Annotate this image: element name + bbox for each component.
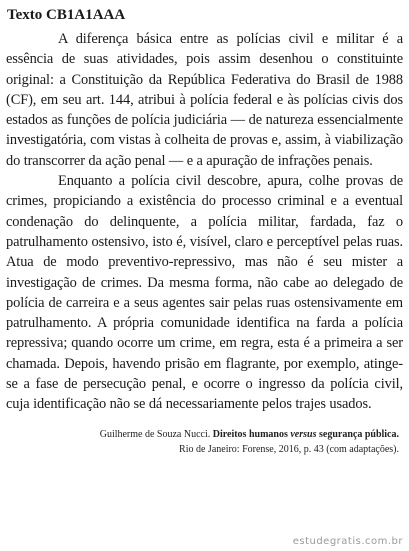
site-watermark: estudegratis.com.br: [292, 536, 403, 547]
citation-work-title-1: Direitos humanos: [212, 428, 288, 440]
text-title: Texto CB1A1AAA: [7, 7, 126, 23]
citation-details: Rio de Janeiro: Forense, 2016, p. 43 (com adaptações).: [179, 443, 399, 455]
paragraph-2: Enquanto a polícia civil descobre, apura, colhe provas de crimes, propiciando a existência do processo criminal e a eventual condenação do delinquente, a polícia militar, fardada, faz o patrulhamento ostensivo, isto é, visível, claro e perceptível pelas ruas. Atua de modo preventivo-repressivo, mas não é seu mister a investigação de crimes. Da mesma forma, não cabe ao delegado de polícia de carreira e a seus agentes sair pelas ruas ostensivamente em patrulhamento. A própria comunidade identifica na farda a polícia repressiva; quando ocorre um crime, em regra, esta é a primeira a ser chamada. Depois, havendo prisão em flagrante, por exemplo, atinge-se a fase de persecução penal, e ocorre o ingresso da polícia civil, cuja identificação não se dá necessariamente pelos trajes usados.: [6, 173, 403, 413]
citation-work-title-italic: versus: [290, 428, 317, 440]
citation: [6, 427, 399, 457]
citation-author: Guilherme de Souza Nucci.: [99, 428, 211, 440]
paragraph-1: A diferença básica entre as polícias civil e militar é a essência de suas atividades, pois assim desenhou o constituinte original: a Constituição da República Federativa do Brasil de 1988 (CF), em seu art. 144, atribui à polícia federal e às polícias civis dos estados as funções de polícia judiciária — de natureza essencialmente investigatória, com vistas à colheita de provas e, assim, à viabilização do transcorrer da ação penal — e a apuração de infrações penais.: [6, 31, 403, 169]
citation-work-title-2: segurança pública.: [318, 428, 399, 440]
